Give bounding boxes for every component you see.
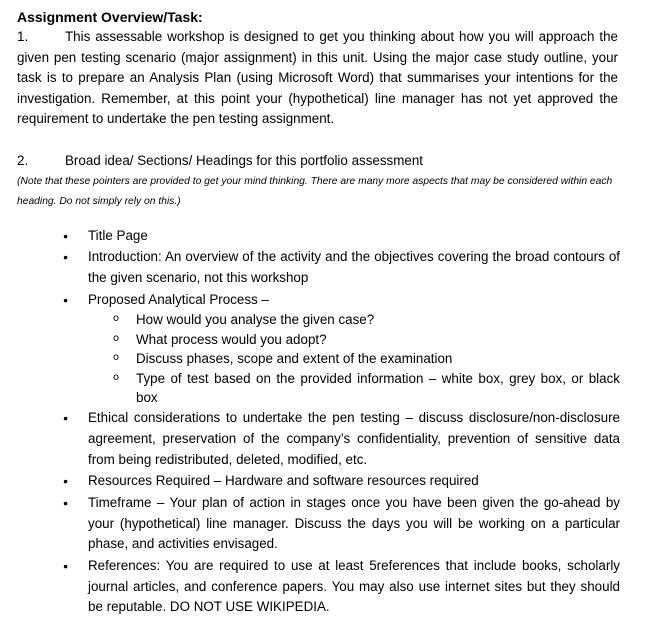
sub-bullet-text: How would you analyse the given case? [136,312,375,328]
sub-bullet-text: Discuss phases, scope and extent of the examination [136,351,453,367]
page-heading: Assignment Overview/Task: [17,9,203,25]
sub-bullet-text: Type of test based on the provided information – white box, grey box, or black box [136,370,620,406]
item-1-paragraph [17,27,618,130]
bullet-text: Proposed Analytical Process – [88,291,269,307]
bullet-item-ethical-considerations [60,408,620,470]
bullet-text: Ethical considerations to undertake the pen testing – discuss disclosure/non-disclosure agreement, preservation of the company’s confidentiality, prevention of sensitive data from being redistributed, deleted, modified, etc. [88,410,620,468]
item-2-number: 2. [17,153,29,168]
item-1-text: This assessable workshop is designed to get you thinking about how you will approach the given pen testing scenario (major assignment) in this unit. Using the major case study outline, your task is to prepare an Analysis Plan (using Microsoft Word) that summarises your intentions for the investigation. Remember, at this point your (hypothetical) line manager has not yet approved the requirement to undertake the pen testing assignment. [17,29,618,126]
bullet-item-introduction [60,247,620,289]
bullet-text: Title Page [88,228,148,243]
bullet-text: Resources Required – Hardware and software resources required [88,473,479,489]
item-2-text: Broad idea/ Sections/ Headings for this portfolio assessment [65,153,424,168]
bullet-text: Introduction: An overview of the activity and the objectives covering the broad contours of the given scenario, not this workshop [88,249,620,286]
sub-bullet-item [88,349,620,369]
sub-bullet-text: What process would you adopt? [136,331,327,347]
bullet-item-references [60,556,620,618]
item-2-paragraph [17,151,618,172]
bullet-item-analytical-process [60,290,620,408]
bullet-list [60,226,620,619]
sub-bullet-list [88,310,620,408]
sub-bullet-item [88,310,620,330]
bullet-item-timeframe [60,493,620,555]
bullet-text: References: You are required to use at least 5references that include books, scholarly journal articles, and conference papers. You may also use internet sites but they should be reputable. DO NOT USE WIKIPEDIA. [88,557,620,615]
bullet-item-title-page [60,226,620,247]
bullet-item-resources-required [60,471,620,492]
item-1-number: 1. [17,29,29,44]
item-2-note: (Note that these pointers are provided to get your mind thinking. There are many more aspects that may be considered within each heading. Do not simply rely on this.) [17,176,613,207]
bullet-text: Timeframe – Your plan of action in stages once you have been given the go-ahead by your (hypothetical) line manager. Discuss the days you will be working on a particular phase, and activities envisaged. [88,494,620,552]
sub-bullet-item [88,330,620,350]
sub-bullet-item [88,369,620,408]
